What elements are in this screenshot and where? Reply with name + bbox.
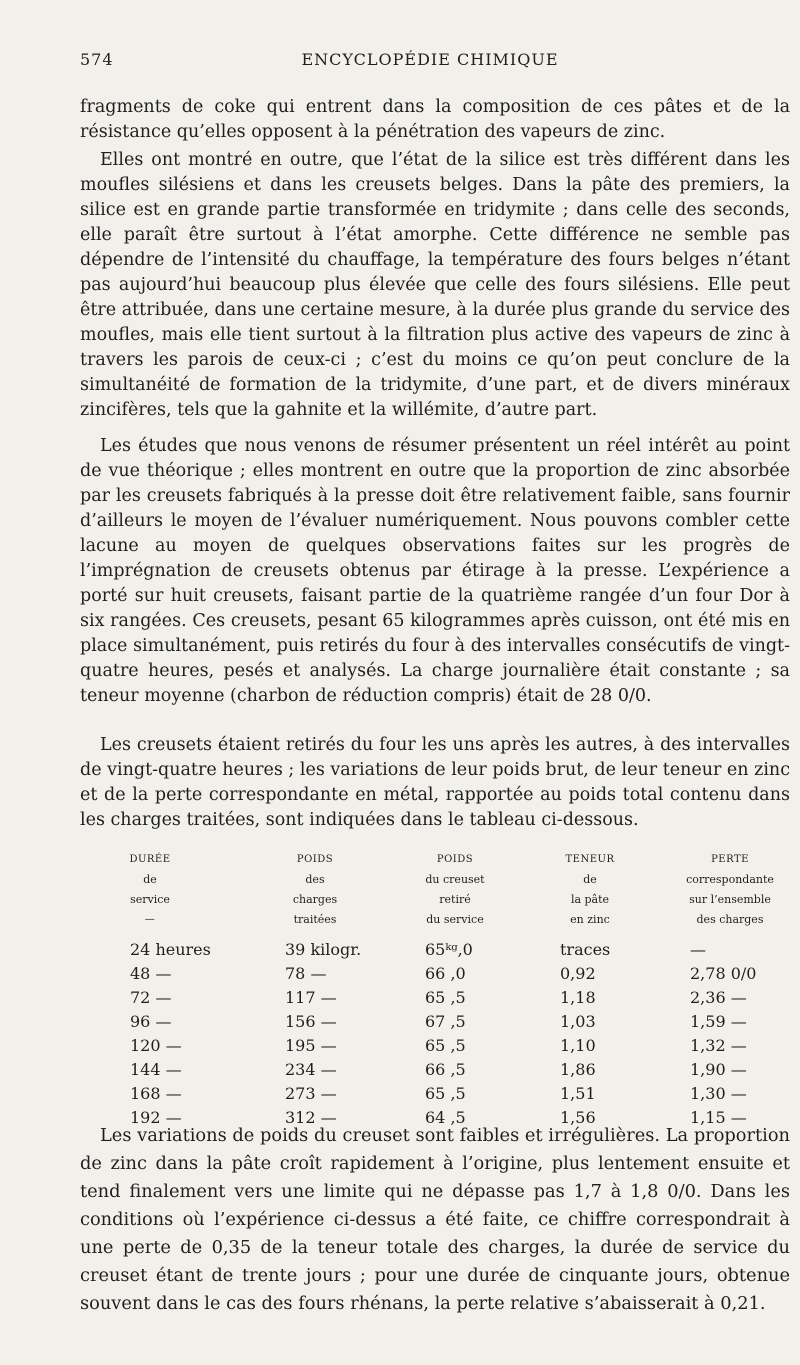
- table-row: 48 — 78 — 66 ,0 0,92 2,78 0/0: [130, 964, 757, 983]
- table-body: [80, 938, 790, 1130]
- paragraph-4: Les creusets étaient retirés du four les uns après les autres, à des intervalles de vingt-quatre heures ; les variations de leur poids brut, de leur teneur en zinc et de la perte correspondante en métal, rapportée au poids total contenu dans les charges traitées, sont indiquées dans le tableau ci-dessous.: [80, 735, 790, 830]
- table-row: 24 heures 39 kilogr. 65ᵏᵍ,0 traces —: [130, 940, 706, 959]
- table-row: 72 — 117 — 65 ,5 1,18 2,36 —: [130, 988, 747, 1007]
- page-header: [80, 50, 780, 78]
- table-row: 144 — 234 — 66 ,5 1,86 1,90 —: [130, 1060, 747, 1079]
- header-duree: DURÉE de service —: [129, 854, 171, 925]
- table-row: 192 — 312 — 64 ,5 1,56 1,15 —: [130, 1108, 747, 1127]
- data-table: [80, 850, 790, 1130]
- header-poids-creuset: POIDS du creuset retiré du service: [425, 854, 485, 926]
- paragraph-1: fragments de coke qui entrent dans la composition de ces pâtes et de la résistance qu’elles opposent à la pénétration des vapeurs de zinc.: [80, 97, 790, 142]
- paragraph-2: Elles ont montré en outre, que l’état de la silice est très différent dans les moufles silésiens et dans les creusets belges. Dans la pâte des premiers, la silice est en grande partie transformée en tridymite ; dans celle des seconds, elle paraît être surtout à l’état amorphe. Cette différence ne semble pas dépendre de l’intensité du chauffage, la température des fours belges n’étant pas aujourd’hui beaucoup plus élevée que celle des fours silésiens. Elle peut être attribuée, dans une certaine mesure, à la durée plus grande du service des moufles, mais elle tient surtout à la filtration plus active des vapeurs de zinc à travers les parois de ceux-ci ; c’est du moins ce qu’on peut conclure de la simultanéité de formation de la tridymite, d’une part, et de divers minéraux zincifères, tels que la gahnite et la willémite, d’autre part.: [80, 150, 790, 420]
- header-teneur: TENEUR de la pâte en zinc: [565, 854, 615, 926]
- table-row: 96 — 156 — 67 ,5 1,03 1,59 —: [130, 1012, 747, 1031]
- running-title: ENCYCLOPÉDIE CHIMIQUE: [301, 50, 559, 69]
- header-perte: PERTE correspondante sur l’ensemble des charges: [686, 854, 774, 926]
- paragraph-3: Les études que nous venons de résumer présentent un réel intérêt au point de vue théorique ; elles montrent en outre que la proportion de zinc absorbée par les creusets fabriqués à la presse doit être relativement faible, sans fournir d’ailleurs le moyen de l’évaluer numériquement. Nous pouvons combler cette lacune au moyen de quelques observations faites sur les progrès de l’imprégnation de creusets obtenus par étirage à la presse. L’expérience a porté sur huit creusets, faisant partie de la quatrième rangée d’un four Dor à six rangées. Ces creusets, pesant 65 kilogrammes après cuisson, ont été mis en place simultanément, puis retirés du four à des intervalles consécutifs de vingt-quatre heures, pesés et analysés. La charge journalière était constante ; sa teneur moyenne (charbon de réduction compris) était de 28 0/0.: [80, 436, 790, 706]
- paragraph-5: Les variations de poids du creuset sont faibles et irrégulières. La proportion de zinc dans la pâte croît rapidement à l’origine, plus lentement ensuite et tend finalement vers une limite qui ne dépasse pas 1,7 à 1,8 0/0. Dans les conditions où l’expérience ci-dessus a été faite, ce chiffre correspondrait à une perte de 0,35 de la teneur totale des charges, la durée de service du creuset étant de trente jours ; pour une durée de cinquante jours, obtenue souvent dans le cas des fours rhénans, la perte relative s’abaisserait à 0,21.: [80, 1125, 790, 1314]
- table-row: 168 — 273 — 65 ,5 1,51 1,30 —: [130, 1084, 747, 1103]
- page-number: 574: [80, 50, 114, 69]
- table-row: 120 — 195 — 65 ,5 1,10 1,32 —: [130, 1036, 747, 1055]
- header-poids-charges: POIDS des charges traitées: [292, 854, 338, 926]
